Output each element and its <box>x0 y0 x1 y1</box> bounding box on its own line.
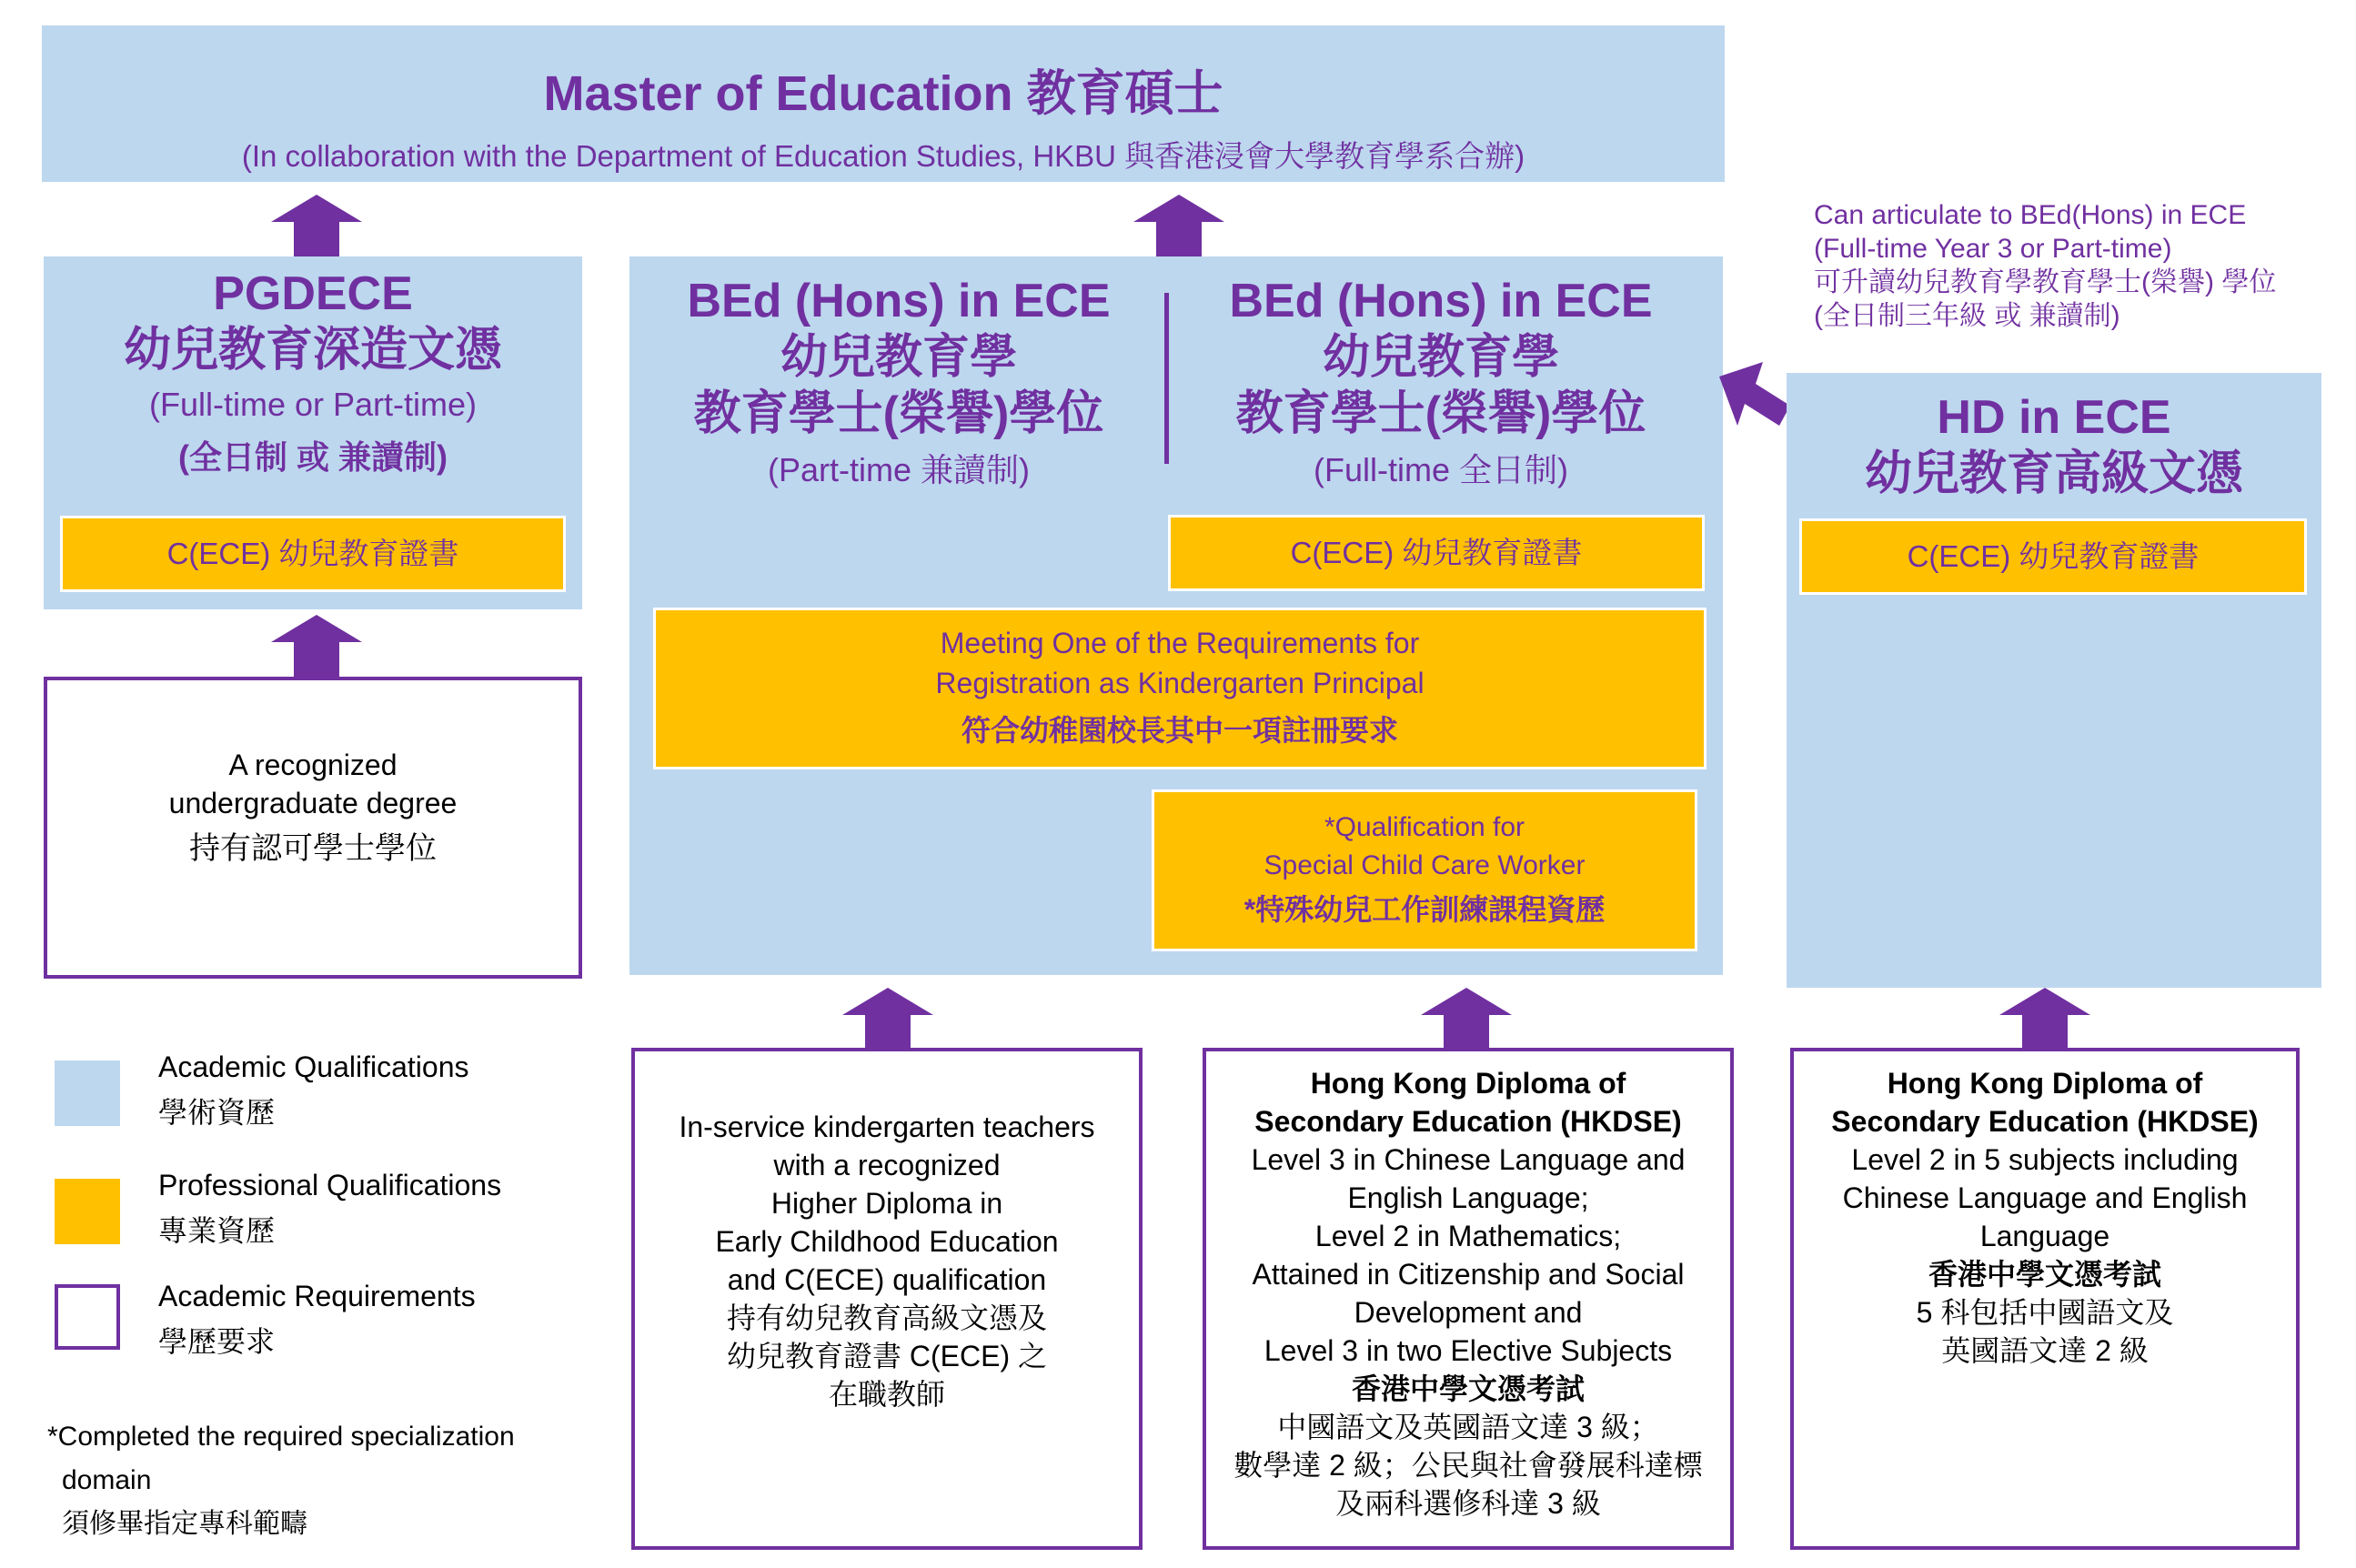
special-line1: *Qualification for <box>1324 812 1525 842</box>
req-hkdse3-line: Attained in Citizenship and Social <box>1252 1258 1685 1291</box>
req-hd-line: Early Childhood Education <box>715 1225 1059 1258</box>
bed-pt-title-en: BEd (Hons) in ECE <box>687 275 1111 327</box>
req-hd-line: 持有幼兒教育高級文憑及 <box>726 1302 1047 1334</box>
bed-cece-label: C(ECE) 幼兒教育證書 <box>1290 536 1583 569</box>
pgdece-mode-en: (Full-time or Part-time) <box>148 386 478 423</box>
principal-line1: Meeting One of the Requirements for <box>940 627 1420 659</box>
req-hkdse3-line-zh: 及兩科選修科達 3 級 <box>1335 1487 1601 1520</box>
req-hd-line: and C(ECE) qualification <box>727 1263 1047 1296</box>
requirement-hkdse-bed-box <box>1203 1048 1734 1550</box>
bed-pt-title-zh2: 教育學士(榮譽)學位 <box>693 387 1104 440</box>
pgdece-title-zh: 幼兒教育深造文憑 <box>123 324 502 377</box>
legend-academic-swatch <box>55 1060 120 1126</box>
bed-ft-title-zh2: 教育學士(榮譽)學位 <box>1235 387 1646 440</box>
arrow-up-icon <box>1421 988 1512 1050</box>
requirement-degree-box <box>44 677 582 979</box>
req-hkdse3-line: Level 2 in Mathematics; <box>1314 1220 1622 1252</box>
special-line3: *特殊幼兒工作訓練課程資歷 <box>1243 893 1606 926</box>
articulation-note <box>1814 198 2276 333</box>
articulation-arrow-icon <box>1716 349 1792 433</box>
req-hkdse3-line-zh: 中國語文及英國語文達 3 級； <box>1277 1411 1659 1443</box>
req-hd-line: 幼兒教育證書 C(ECE) 之 <box>726 1340 1047 1372</box>
legend-academic-en: Academic Qualifications <box>158 1050 469 1083</box>
req-hkdse2-heading-zh: 香港中學文憑考試 <box>1928 1258 2161 1291</box>
arrow-up-icon <box>1133 195 1224 256</box>
bed-divider <box>1164 293 1169 464</box>
arrow-up-icon <box>1999 988 2090 1050</box>
special-child-care-badge <box>1152 789 1697 951</box>
legend-professional-zh: 專業資歷 <box>158 1214 276 1247</box>
req-hkdse2-line: Chinese Language and English <box>1842 1181 2248 1214</box>
hd-cece-badge <box>1799 518 2307 595</box>
pgdece-title-en: PGDECE <box>213 267 413 320</box>
master-of-education-box <box>42 25 1725 182</box>
footnote-line3: 須修畢指定專科範疇 <box>62 1509 307 1539</box>
legend-requirements-swatch <box>55 1284 120 1350</box>
legend-professional <box>158 1162 501 1253</box>
principal-line3: 符合幼稚園校長其中一項註冊要求 <box>961 714 1398 747</box>
req-hkdse3-heading: Hong Kong Diploma of <box>1310 1067 1626 1100</box>
req-degree-line: A recognized <box>228 749 398 781</box>
legend-requirements <box>158 1273 476 1364</box>
req-hkdse3-line: Level 3 in two Elective Subjects <box>1264 1334 1673 1367</box>
principal-line2: Registration as Kindergarten Principal <box>935 667 1425 699</box>
articulate-line: (Full-time Year 3 or Part-time) <box>1814 234 2172 264</box>
req-degree-line: undergraduate degree <box>168 787 458 819</box>
articulate-line: 可升讀幼兒教育學教育學士(榮譽) 學位 <box>1814 267 2277 297</box>
hd-cece-label: C(ECE) 幼兒教育證書 <box>1907 539 2200 573</box>
pgdece-cece-badge <box>60 516 566 592</box>
req-hkdse2-line: Level 2 in 5 subjects including <box>1851 1143 2239 1176</box>
bed-ft-title-zh1: 幼兒教育學 <box>1322 331 1559 384</box>
legend-professional-swatch <box>55 1179 120 1244</box>
req-hkdse2-line: Language <box>1979 1220 2110 1252</box>
master-subtitle: (In collaboration with the Department of Education Studies, HKBU 與香港浸會大學教育學系合辦) <box>241 139 1525 173</box>
pgdece-cece-label: C(ECE) 幼兒教育證書 <box>166 537 459 570</box>
bed-full-time <box>1186 273 1696 498</box>
req-hd-line: Higher Diploma in <box>770 1187 1003 1220</box>
bed-pt-title-zh1: 幼兒教育學 <box>780 331 1017 384</box>
bed-part-time <box>644 273 1153 498</box>
req-hd-line: 在職教師 <box>828 1378 945 1411</box>
master-title: Master of Education 教育碩士 <box>543 66 1223 121</box>
legend-requirements-zh: 學歷要求 <box>158 1325 276 1358</box>
special-line2: Special Child Care Worker <box>1264 850 1586 880</box>
bed-pt-mode: (Part-time 兼讀制) <box>767 451 1030 488</box>
articulate-line: (全日制三年級 或 兼讀制) <box>1814 301 2120 331</box>
req-hd-line: In-service kindergarten teachers <box>679 1111 1095 1143</box>
req-hkdse2-line-zh: 英國語文達 2 級 <box>1941 1334 2149 1367</box>
pgdece-box <box>44 256 582 609</box>
bed-box <box>629 256 1723 975</box>
requirement-in-service-box <box>631 1048 1143 1550</box>
req-hkdse2-line-zh: 5 科包括中國語文及 <box>1916 1296 2174 1329</box>
req-hd-line: with a recognized <box>773 1149 1001 1181</box>
articulate-line: Can articulate to BEd(Hons) in ECE <box>1814 200 2247 230</box>
requirement-hkdse-hd-box <box>1790 1048 2300 1550</box>
arrow-up-icon <box>842 988 933 1050</box>
legend-academic-zh: 學術資歷 <box>158 1096 276 1129</box>
bed-ft-mode: (Full-time 全日制) <box>1314 451 1568 488</box>
legend-requirements-en: Academic Requirements <box>158 1280 476 1312</box>
req-hkdse3-line: Level 3 in Chinese Language and <box>1251 1143 1686 1176</box>
req-hkdse3-heading: Secondary Education (HKDSE) <box>1254 1105 1682 1138</box>
req-hkdse3-line: English Language; <box>1347 1181 1589 1214</box>
hd-box <box>1787 373 2321 988</box>
hd-title-zh: 幼兒教育高級文憑 <box>1864 447 2243 500</box>
bed-cece-badge <box>1168 515 1705 591</box>
principal-requirement-badge <box>653 608 1707 769</box>
legend-professional-en: Professional Qualifications <box>158 1169 502 1201</box>
footnote-line2: domain <box>62 1465 152 1495</box>
hd-title-en: HD in ECE <box>1937 391 2171 444</box>
req-hkdse2-heading: Secondary Education (HKDSE) <box>1831 1105 2259 1138</box>
req-hkdse3-line-zh: 數學達 2 級；公民與社會發展科達標 <box>1233 1449 1703 1482</box>
footnote-line1: *Completed the required specialization <box>47 1422 515 1452</box>
pgdece-mode-zh: (全日制 或 兼讀制) <box>178 438 448 476</box>
bed-ft-title-en: BEd (Hons) in ECE <box>1229 275 1653 327</box>
req-hkdse3-heading-zh: 香港中學文憑考試 <box>1351 1372 1585 1405</box>
req-hkdse2-heading: Hong Kong Diploma of <box>1887 1067 2203 1100</box>
arrow-up-icon <box>271 615 362 677</box>
req-hkdse3-line: Development and <box>1354 1296 1583 1329</box>
footnote <box>47 1415 515 1546</box>
legend-academic <box>158 1044 468 1135</box>
arrow-up-icon <box>271 195 362 256</box>
req-degree-line: 持有認可學士學位 <box>189 831 437 866</box>
